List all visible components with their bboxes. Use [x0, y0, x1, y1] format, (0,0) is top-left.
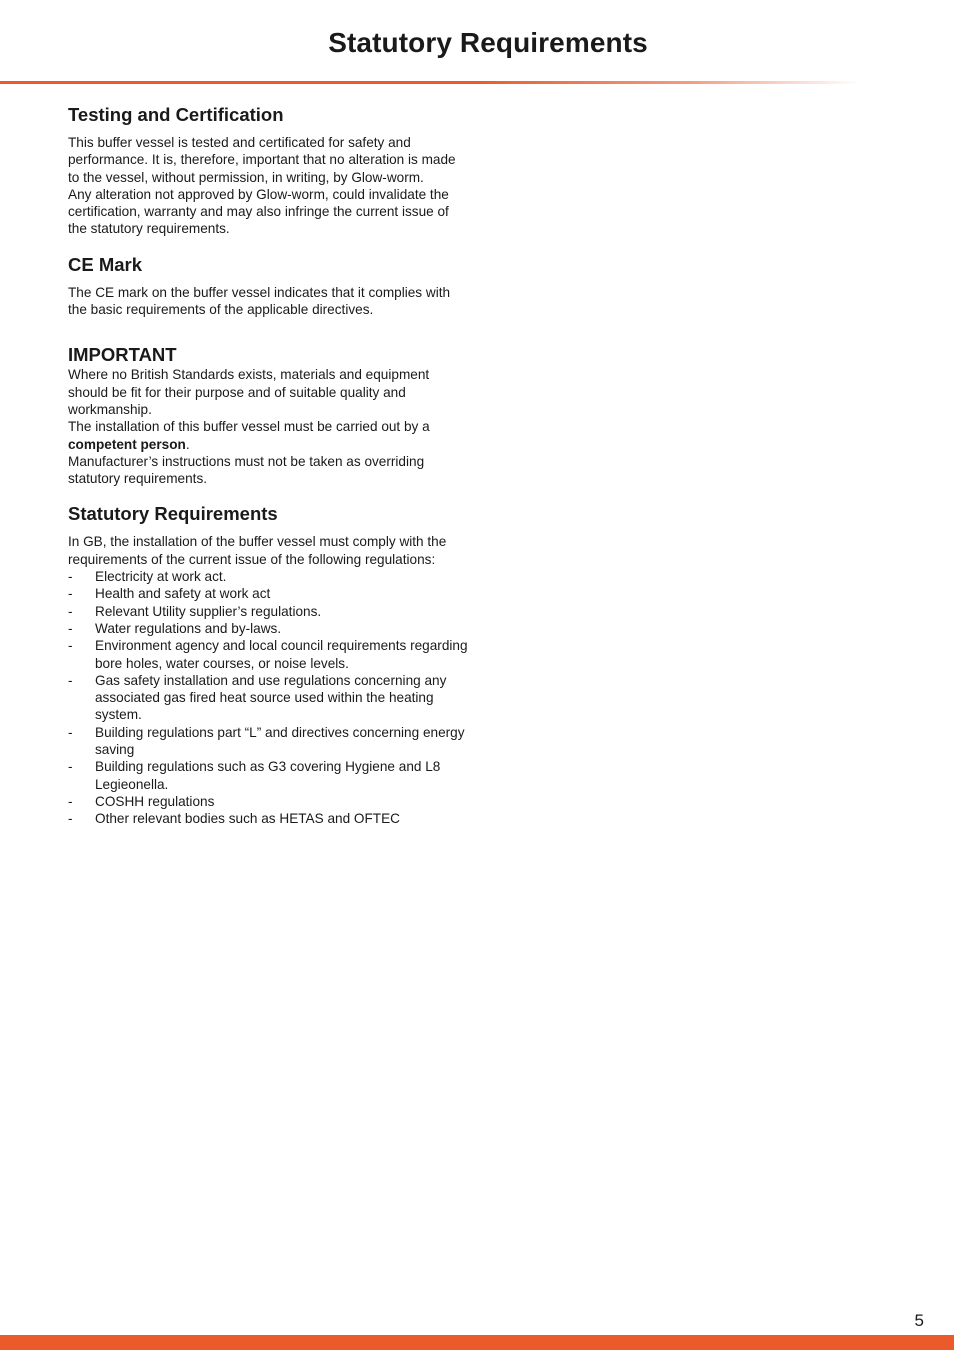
dash-bullet: - [68, 569, 73, 585]
testing-paragraph-1: This buffer vessel is tested and certificated for safety and performance. It is, therefore, important that no alteration is made to the vessel, without permission, in writing, by Glow-worm. [68, 135, 456, 185]
regulations-list [68, 568, 468, 827]
page-title: Statutory Requirements [328, 27, 648, 58]
list-item [68, 568, 468, 585]
statutory-heading: Statutory Requirements [68, 503, 278, 525]
list-item-text: Building regulations such as G3 covering Hygiene and L8 Legieonella. [95, 759, 441, 792]
list-item-text: Relevant Utility supplier’s regulations. [95, 603, 322, 619]
important-p2-text: The installation of this buffer vessel must be carried out by a [68, 419, 430, 435]
list-item [68, 637, 468, 672]
dash-bullet: - [68, 672, 73, 688]
list-item-text: COSHH regulations [95, 793, 215, 809]
ce-mark-paragraph: The CE mark on the buffer vessel indicates that it complies with the basic requirements of the applicable directives. [68, 284, 451, 318]
list-item [68, 585, 468, 602]
list-item [68, 758, 468, 793]
competent-person-emphasis: competent person [68, 436, 186, 452]
dash-bullet: - [68, 793, 73, 809]
testing-section [68, 104, 468, 238]
list-item [68, 793, 468, 810]
testing-heading: Testing and Certification [68, 104, 284, 125]
list-item [68, 810, 468, 827]
testing-paragraph-2: Any alteration not approved by Glow-worm, could invalidate the certification, warranty and may also infringe the current issue of the statutory requirements. [68, 186, 449, 237]
statutory-intro: In GB, the installation of the buffer vessel must comply with the requirements of the current issue of the following regulations: [68, 534, 447, 567]
list-item [68, 603, 468, 620]
footer-bar [0, 1335, 954, 1350]
ce-mark-heading: CE Mark [68, 253, 143, 275]
important-paragraph-3: Manufacturer’s instructions must not be taken as overriding statutory requirements. [68, 453, 425, 487]
important-paragraph-2 [68, 418, 468, 453]
list-item [68, 672, 468, 724]
dash-bullet: - [68, 586, 73, 602]
list-item [68, 620, 468, 637]
important-p2-end: . [185, 436, 190, 452]
page-number: 5 [914, 1311, 924, 1330]
dash-bullet: - [68, 724, 73, 740]
important-heading: IMPORTANT [68, 344, 177, 366]
list-item [68, 724, 468, 759]
dash-bullet: - [68, 811, 73, 827]
title-divider [0, 81, 860, 84]
dash-bullet: - [68, 603, 73, 619]
list-item-text: Health and safety at work act [95, 586, 271, 602]
dash-bullet: - [68, 638, 73, 654]
list-item-text: Water regulations and by-laws. [95, 620, 282, 636]
important-paragraph-1: Where no British Standards exists, materials and equipment should be fit for their purpose and of suitable quality and workmanship. [68, 367, 430, 417]
list-item-text: Environment agency and local council requirements regarding bore holes, water courses, or noise levels. [95, 638, 468, 671]
list-item-text: Building regulations part “L” and directives concerning energy saving [95, 724, 465, 758]
statutory-section [68, 503, 468, 827]
list-item-text: Gas safety installation and use regulations concerning any associated gas fired heat source used within the heating system. [95, 672, 447, 723]
list-item-text: Other relevant bodies such as HETAS and OFTEC [95, 811, 400, 827]
dash-bullet: - [68, 759, 73, 775]
important-section [68, 344, 468, 487]
main-content [68, 104, 468, 844]
list-item-text: Electricity at work act. [95, 569, 227, 585]
dash-bullet: - [68, 620, 73, 636]
ce-mark-section [68, 254, 468, 319]
